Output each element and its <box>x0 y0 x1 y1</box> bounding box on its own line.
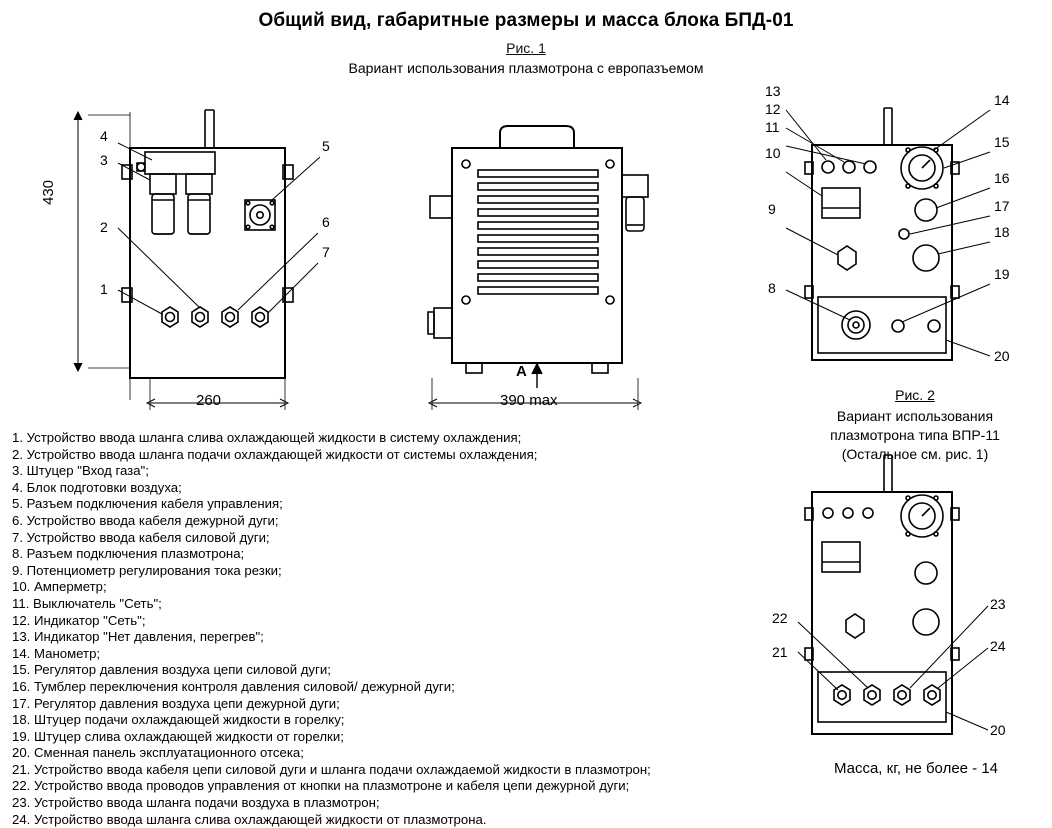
callout-12: 12 <box>765 101 781 117</box>
list-item: 1. Устройство ввода шланга слива охлаждающей жидкости в систему охлаждения; <box>12 430 522 445</box>
callout-23: 23 <box>990 596 1006 612</box>
list-item: 18. Штуцер подачи охлаждающей жидкости в горелку; <box>12 712 345 728</box>
figure1-label-text: Рис. 1 <box>506 40 546 56</box>
list-item: 12. Индикатор "Сеть"; <box>12 612 146 628</box>
dimension-depth: 390 max <box>500 392 558 409</box>
callout-14: 14 <box>994 92 1010 108</box>
figure1-caption: Вариант использования плазмотрона с европазъемом <box>348 60 704 76</box>
callout-20-top: 20 <box>994 348 1010 364</box>
callout-8: 8 <box>768 280 776 296</box>
callout-2: 2 <box>100 219 108 235</box>
callout-4: 4 <box>100 128 108 144</box>
callout-13: 13 <box>765 83 781 99</box>
callout-19: 19 <box>994 266 1010 282</box>
list-item: 3. Штуцер "Вход газа"; <box>12 463 149 479</box>
callout-16: 16 <box>994 170 1010 186</box>
list-item: 21. Устройство ввода кабеля цепи силовой дуги и шланга подачи охлаждаемой жидкости в плазмотрон; <box>12 761 651 777</box>
list-item: 10. Амперметр; <box>12 579 107 595</box>
list-item: 24. Устройство ввода шланга слива охлаждающей жидкости от плазмотрона. <box>12 811 487 827</box>
list-item: 17. Регулятор давления воздуха цепи дежурной дуги; <box>12 695 340 711</box>
callout-5: 5 <box>322 138 330 154</box>
figure2-caption-line-1: Вариант использования <box>836 408 994 424</box>
list-item: 23. Устройство ввода шланга подачи воздуха в плазмотрон; <box>12 795 380 811</box>
figure2-caption-line-2: плазмотрона типа ВПР-11 <box>830 427 1000 443</box>
callout-15: 15 <box>994 134 1010 150</box>
list-item: 7. Устройство ввода кабеля силовой дуги; <box>12 529 270 545</box>
callout-20-bottom: 20 <box>990 722 1006 738</box>
callout-24: 24 <box>990 638 1006 654</box>
list-item: 14. Манометр; <box>12 645 101 661</box>
figure2-label-text: Рис. 2 <box>895 387 935 403</box>
list-item: 4. Блок подготовки воздуха; <box>12 479 182 495</box>
section-mark-a: A <box>516 363 527 380</box>
callout-22: 22 <box>772 610 788 626</box>
figure2-caption-line-3: (Остальное см. рис. 1) <box>841 446 989 462</box>
list-item: 22. Устройство ввода проводов управления от кнопки на плазмотроне и кабеля цепи дежурной дуги; <box>12 778 630 794</box>
callout-9: 9 <box>768 201 776 217</box>
list-item: 15. Регулятор давления воздуха цепи силовой дуги; <box>12 662 331 678</box>
list-item: 20. Сменная панель эксплуатационного отсека; <box>12 745 304 761</box>
list-item: 6. Устройство ввода кабеля дежурной дуги; <box>12 512 279 528</box>
list-item: 13. Индикатор "Нет давления, перегрев"; <box>12 629 264 645</box>
dimension-width: 260 <box>196 392 222 409</box>
figure2-label <box>790 387 1040 403</box>
mass-note: Масса, кг, не более - 14 <box>833 760 999 777</box>
callout-10: 10 <box>765 145 781 161</box>
list-item: 8. Разъем подключения плазмотрона; <box>12 546 245 562</box>
callout-11: 11 <box>765 119 780 135</box>
list-item: 19. Штуцер слива охлаждающей жидкости от горелки; <box>12 728 344 744</box>
page-title: Общий вид, габаритные размеры и масса блока БПД-01 <box>258 10 794 31</box>
list-item: 2. Устройство ввода шланга подачи охлаждающей жидкости от системы охлаждения; <box>12 446 538 462</box>
callout-1: 1 <box>100 281 108 297</box>
figure2-caption <box>790 407 1040 464</box>
callout-6: 6 <box>322 214 330 230</box>
callout-21: 21 <box>772 644 788 660</box>
callout-17: 17 <box>994 198 1010 214</box>
list-item: 11. Выключатель "Сеть"; <box>12 595 162 611</box>
list-item: 9. Потенциометр регулирования тока резки; <box>12 562 282 578</box>
dimension-height: 430 <box>40 179 57 205</box>
callout-7: 7 <box>322 244 330 260</box>
list-item: 16. Тумблер переключения контроля давления силовой/ дежурной дуги; <box>12 678 455 694</box>
list-item: 5. Разъем подключения кабеля управления; <box>12 496 283 512</box>
callout-18: 18 <box>994 224 1010 240</box>
legend-list <box>12 430 712 828</box>
callout-3: 3 <box>100 152 108 168</box>
